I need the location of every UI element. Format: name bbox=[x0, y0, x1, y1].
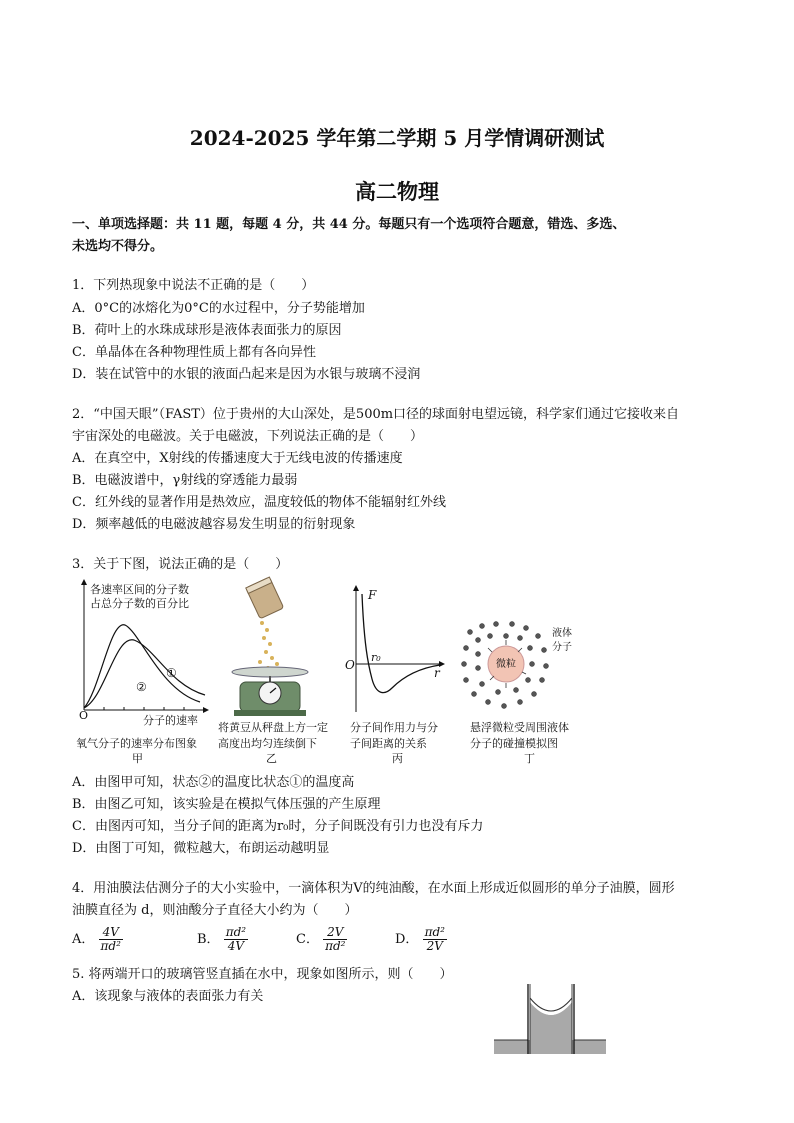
q4-stem-line2: 油膜直径为 d，则油酸分子直径大小约为（ ） bbox=[72, 903, 358, 918]
q4-option-a-fraction bbox=[99, 926, 123, 953]
fig-jia-curve2-label: ② bbox=[136, 680, 147, 694]
fig-bing-x-axis-label: r bbox=[434, 666, 440, 680]
q4-option-b-fraction bbox=[224, 926, 248, 953]
fig-yi-caption-line2: 高度出均匀连续倒下 bbox=[218, 737, 317, 750]
q3-option-c: C．由图丙可知，当分子间的距离为r₀时，分子间既没有引力也没有斥力 bbox=[72, 819, 484, 834]
fig-ding-liquid-label-line2: 分子 bbox=[552, 642, 572, 653]
q4-option-d bbox=[395, 926, 447, 953]
q4-option-d-den: 2V bbox=[426, 939, 443, 953]
q4-option-a-num: 4V bbox=[99, 926, 123, 940]
fig-ding-caption-line2: 分子的碰撞模拟图 bbox=[470, 737, 558, 750]
q4-option-c-letter: C． bbox=[296, 932, 319, 947]
subject-title: 高二物理 bbox=[355, 179, 439, 204]
q4-option-b-letter: B． bbox=[197, 932, 220, 947]
q2-option-d: D．频率越低的电磁波越容易发生明显的衍射现象 bbox=[72, 517, 356, 532]
fig-bing-caption-line1: 分子间作用力与分 bbox=[350, 721, 438, 734]
fig-jia-xlabel: 分子的速率 bbox=[143, 714, 198, 727]
q4-option-c-num: 2V bbox=[323, 926, 347, 940]
fig-yi-caption-line1: 将黄豆从秤盘上方一定 bbox=[218, 721, 328, 734]
fig-jia-ylabel-line1: 各速率区间的分子数 bbox=[90, 583, 189, 596]
fig-bing-tag: 丙 bbox=[392, 752, 403, 765]
q5-option-a: A．该现象与液体的表面张力有关 bbox=[72, 989, 264, 1004]
fig-jia-ylabel-line2: 占总分子数的百分比 bbox=[90, 597, 189, 610]
q4-stem-line1: 4．用油膜法估测分子的大小实验中，一滴体积为V的纯油酸，在水面上形成近似圆形的单分子油膜，圆形 bbox=[72, 881, 675, 896]
fig-jia-graph bbox=[70, 580, 210, 720]
q4-option-a bbox=[72, 926, 123, 953]
q3-option-b: B．由图乙可知，该实验是在模拟气体压强的产生原理 bbox=[72, 797, 381, 812]
q1-option-c: C．单晶体在各种物理性质上都有各向异性 bbox=[72, 345, 316, 360]
section-heading-line1: 一、单项选择题：共 11 题，每题 4 分，共 44 分。每题只有一个选项符合题意，错选、多选、 bbox=[72, 217, 626, 232]
q2-stem-line1: 2．“中国天眼”（FAST）位于贵州的大山深处，是500m口径的球面射电望远镜，科学家们通过它接收来自 bbox=[72, 407, 680, 422]
q4-option-a-den: πd² bbox=[100, 939, 121, 953]
q3-option-a: A．由图甲可知，状态②的温度比状态①的温度高 bbox=[72, 775, 355, 790]
q4-option-b-num: πd² bbox=[225, 925, 247, 939]
fig-ding-tag: 丁 bbox=[524, 752, 535, 765]
fig-bing-graph bbox=[340, 584, 450, 719]
q4-option-b-den: 4V bbox=[227, 939, 245, 953]
q4-option-d-num: πd² bbox=[424, 925, 445, 939]
q2-option-b: B．电磁波谱中，γ射线的穿透能力最弱 bbox=[72, 473, 298, 488]
q2-stem-line2: 宇宙深处的电磁波。关于电磁波，下列说法正确的是（ ） bbox=[72, 429, 424, 444]
fig-ding-caption-line1: 悬浮微粒受周围液体 bbox=[470, 721, 569, 734]
q2-option-c: C．红外线的显著作用是热效应，温度较低的物体不能辐射红外线 bbox=[72, 495, 446, 510]
exam-title: 2024-2025 学年第二学期 5 月学情调研测试 bbox=[189, 126, 605, 150]
q1-stem: 1．下列热现象中说法不正确的是（ ） bbox=[72, 278, 315, 293]
q4-option-c bbox=[296, 926, 347, 953]
fig-jia-tag: 甲 bbox=[132, 752, 143, 765]
capillary-tube-figure bbox=[494, 984, 608, 1056]
fig-bing-r0-label: r₀ bbox=[371, 651, 381, 664]
q1-option-a: A．0°C的冰熔化为0°C的水过程中，分子势能增加 bbox=[72, 301, 365, 316]
q3-stem: 3．关于下图，说法正确的是（ ） bbox=[72, 557, 289, 572]
fig-jia-curve1-label: ① bbox=[166, 666, 177, 680]
section-heading-line2: 未选均不得分。 bbox=[72, 239, 164, 254]
q4-option-a-letter: A． bbox=[72, 932, 95, 947]
fig-jia-origin: O bbox=[79, 709, 89, 722]
q4-option-d-letter: D． bbox=[395, 932, 419, 947]
q1-option-b: B．荷叶上的水珠成球形是液体表面张力的原因 bbox=[72, 323, 342, 338]
fig-bing-y-axis-label: F bbox=[368, 588, 377, 602]
q3-option-d: D．由图丁可知，微粒越大，布朗运动越明显 bbox=[72, 841, 330, 856]
fig-jia-caption: 氧气分子的速率分布图象 bbox=[76, 737, 197, 750]
q4-option-d-fraction bbox=[423, 926, 447, 953]
q1-option-d: D．装在试管中的水银的液面凸起来是因为水银与玻璃不浸润 bbox=[72, 367, 421, 382]
fig-ding-particle-label: 微粒 bbox=[496, 659, 516, 670]
fig-ding-liquid-label-line1: 液体 bbox=[552, 628, 572, 639]
q4-option-b bbox=[197, 926, 248, 953]
fig-yi-tag: 乙 bbox=[266, 752, 277, 765]
fig-yi-scale-illustration bbox=[222, 578, 322, 718]
q4-option-c-den: πd² bbox=[325, 939, 346, 953]
fig-bing-origin: O bbox=[345, 658, 355, 672]
q2-option-a: A．在真空中，X射线的传播速度大于无线电波的传播速度 bbox=[72, 451, 403, 466]
q5-stem: 5. 将两端开口的玻璃管竖直插在水中，现象如图所示，则（ ） bbox=[72, 967, 453, 982]
q4-option-c-fraction bbox=[323, 926, 347, 953]
fig-bing-caption-line2: 子间距离的关系 bbox=[350, 737, 427, 750]
